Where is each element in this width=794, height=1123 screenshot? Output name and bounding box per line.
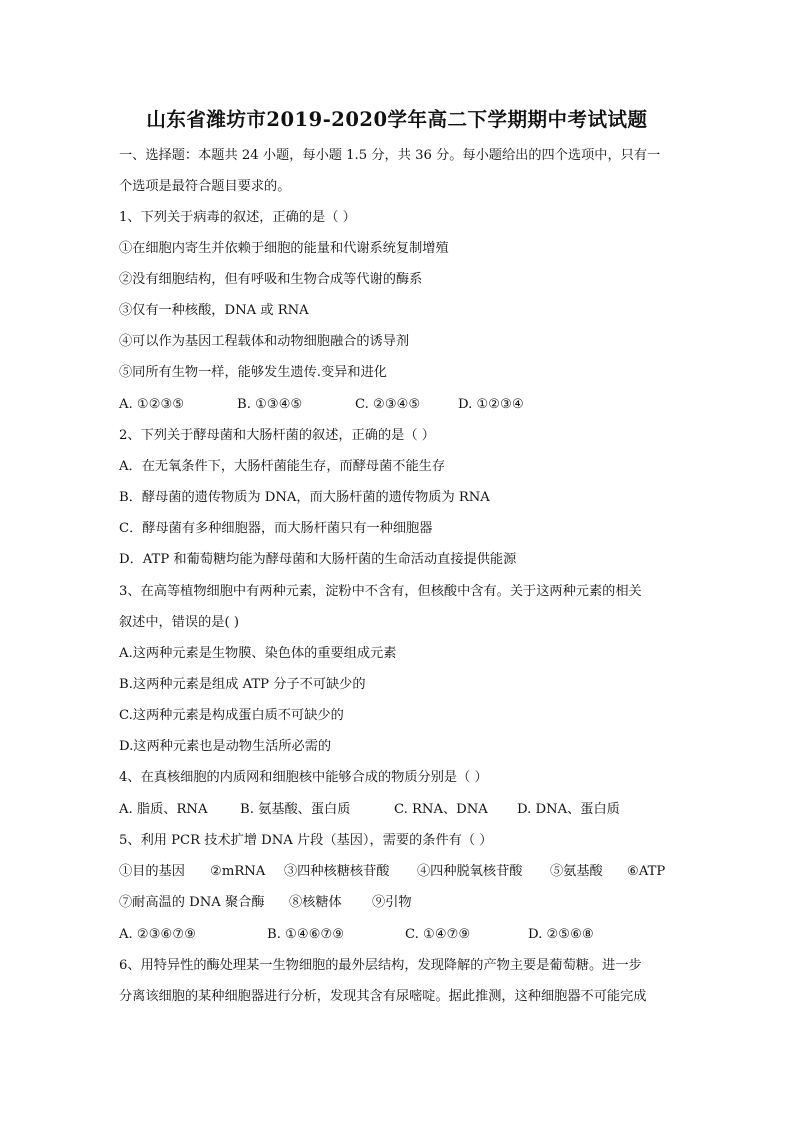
q1-item-4: ④可以作为基因工程载体和动物细胞融合的诱导剂 [119, 334, 410, 349]
q5-condition-3: ③四种核糖核苷酸 [284, 864, 390, 879]
q1-item-5: ⑤同所有生物一样，能够发生遗传.变异和进化 [119, 365, 387, 380]
q3-option-c: C.这两种元素是构成蛋白质不可缺少的 [119, 708, 344, 723]
q4-option-a: A. 脂质、RNA [119, 802, 208, 817]
q5-condition-8: ⑧核糖体 [289, 895, 342, 910]
q5-condition-2: ②mRNA [210, 864, 266, 879]
q3-option-b: B.这两种元素是组成 ATP 分子不可缺少的 [119, 677, 366, 692]
q3-stem-line-2: 叙述中，错误的是( ) [119, 615, 239, 630]
q5-condition-1: ①目的基因 [119, 864, 185, 879]
q2-option-a: A．在无氧条件下，大肠杆菌能生存，而酵母菌不能生存 [119, 459, 446, 474]
q5-option-a: A. ②③⑥⑦⑨ [119, 927, 197, 942]
q4-option-b: B. 氨基酸、蛋白质 [240, 802, 351, 817]
q3-option-d: D.这两种元素也是动物生活所必需的 [119, 739, 332, 754]
q5-stem: 5、利用 PCR 技术扩增 DNA 片段（基因），需要的条件有（ ） [119, 833, 493, 848]
q2-stem: 2、下列关于酵母菌和大肠杆菌的叙述，正确的是（ ） [119, 428, 435, 443]
q2-option-b: B．酵母菌的遗传物质为 DNA，而大肠杆菌的遗传物质为 RNA [119, 490, 490, 505]
q2-option-d: D．ATP 和葡萄糖均能为酵母菌和大肠杆菌的生命活动直接提供能源 [119, 552, 517, 567]
q1-stem: 1、下列关于病毒的叙述，正确的是（ ） [119, 210, 356, 225]
q3-stem-line-1: 3、在高等植物细胞中有两种元素，淀粉中不含有，但核酸中含有。关于这两种元素的相关 [119, 584, 642, 599]
q5-condition-5: ⑤氨基酸 [550, 864, 603, 879]
q5-option-d: D. ②⑤⑥⑧ [528, 927, 594, 942]
q4-option-d: D. DNA、蛋白质 [517, 802, 620, 817]
q1-option-b: B. ①③④⑤ [237, 397, 303, 412]
q1-item-2: ②没有细胞结构，但有呼吸和生物合成等代谢的酶系 [119, 272, 423, 287]
q1-item-3: ③仅有一种核酸，DNA 或 RNA [119, 303, 309, 318]
q5-option-b: B. ①④⑥⑦⑨ [267, 927, 345, 942]
q1-option-d: D. ①②③④ [458, 397, 524, 412]
section-instruction-line-1: 一、选择题：本题共 24 小题，每小题 1.5 分，共 36 分。每小题给出的四个选项中，只有一 [119, 148, 661, 163]
q5-condition-4: ④四种脱氧核苷酸 [417, 864, 523, 879]
q1-option-a: A. ①②③⑤ [119, 397, 185, 412]
q6-stem-line-1: 6、用特异性的酶处理某一生物细胞的最外层结构，发现降解的产物主要是葡萄糖。进一步 [119, 958, 642, 973]
page-title: 山东省潍坊市2019-2020学年高二下学期期中考试试题 [146, 108, 648, 131]
q1-item-1: ①在细胞内寄生并依赖于细胞的能量和代谢系统复制增殖 [119, 241, 449, 256]
q1-option-c: C. ②③④⑤ [355, 397, 421, 412]
q5-condition-6: ⑥ATP [627, 864, 666, 879]
q3-option-a: A.这两种元素是生物膜、染色体的重要组成元素 [119, 646, 397, 661]
q6-stem-line-2: 分离该细胞的某种细胞器进行分析，发现其含有尿嘧啶。据此推测，这种细胞器不可能完成 [119, 989, 647, 1004]
q5-condition-9: ⑨引物 [372, 895, 412, 910]
q2-option-c: C．酵母菌有多种细胞器，而大肠杆菌只有一种细胞器 [119, 521, 433, 536]
q5-condition-7: ⑦耐高温的 DNA 聚合酶 [119, 895, 265, 910]
section-instruction-line-2: 个选项是最符合题目要求的。 [119, 179, 291, 194]
q5-option-c: C. ①④⑦⑨ [405, 927, 471, 942]
q4-stem: 4、在真核细胞的内质网和细胞核中能够合成的物质分别是（ ） [119, 770, 488, 785]
q4-option-c: C. RNA、DNA [394, 802, 488, 817]
